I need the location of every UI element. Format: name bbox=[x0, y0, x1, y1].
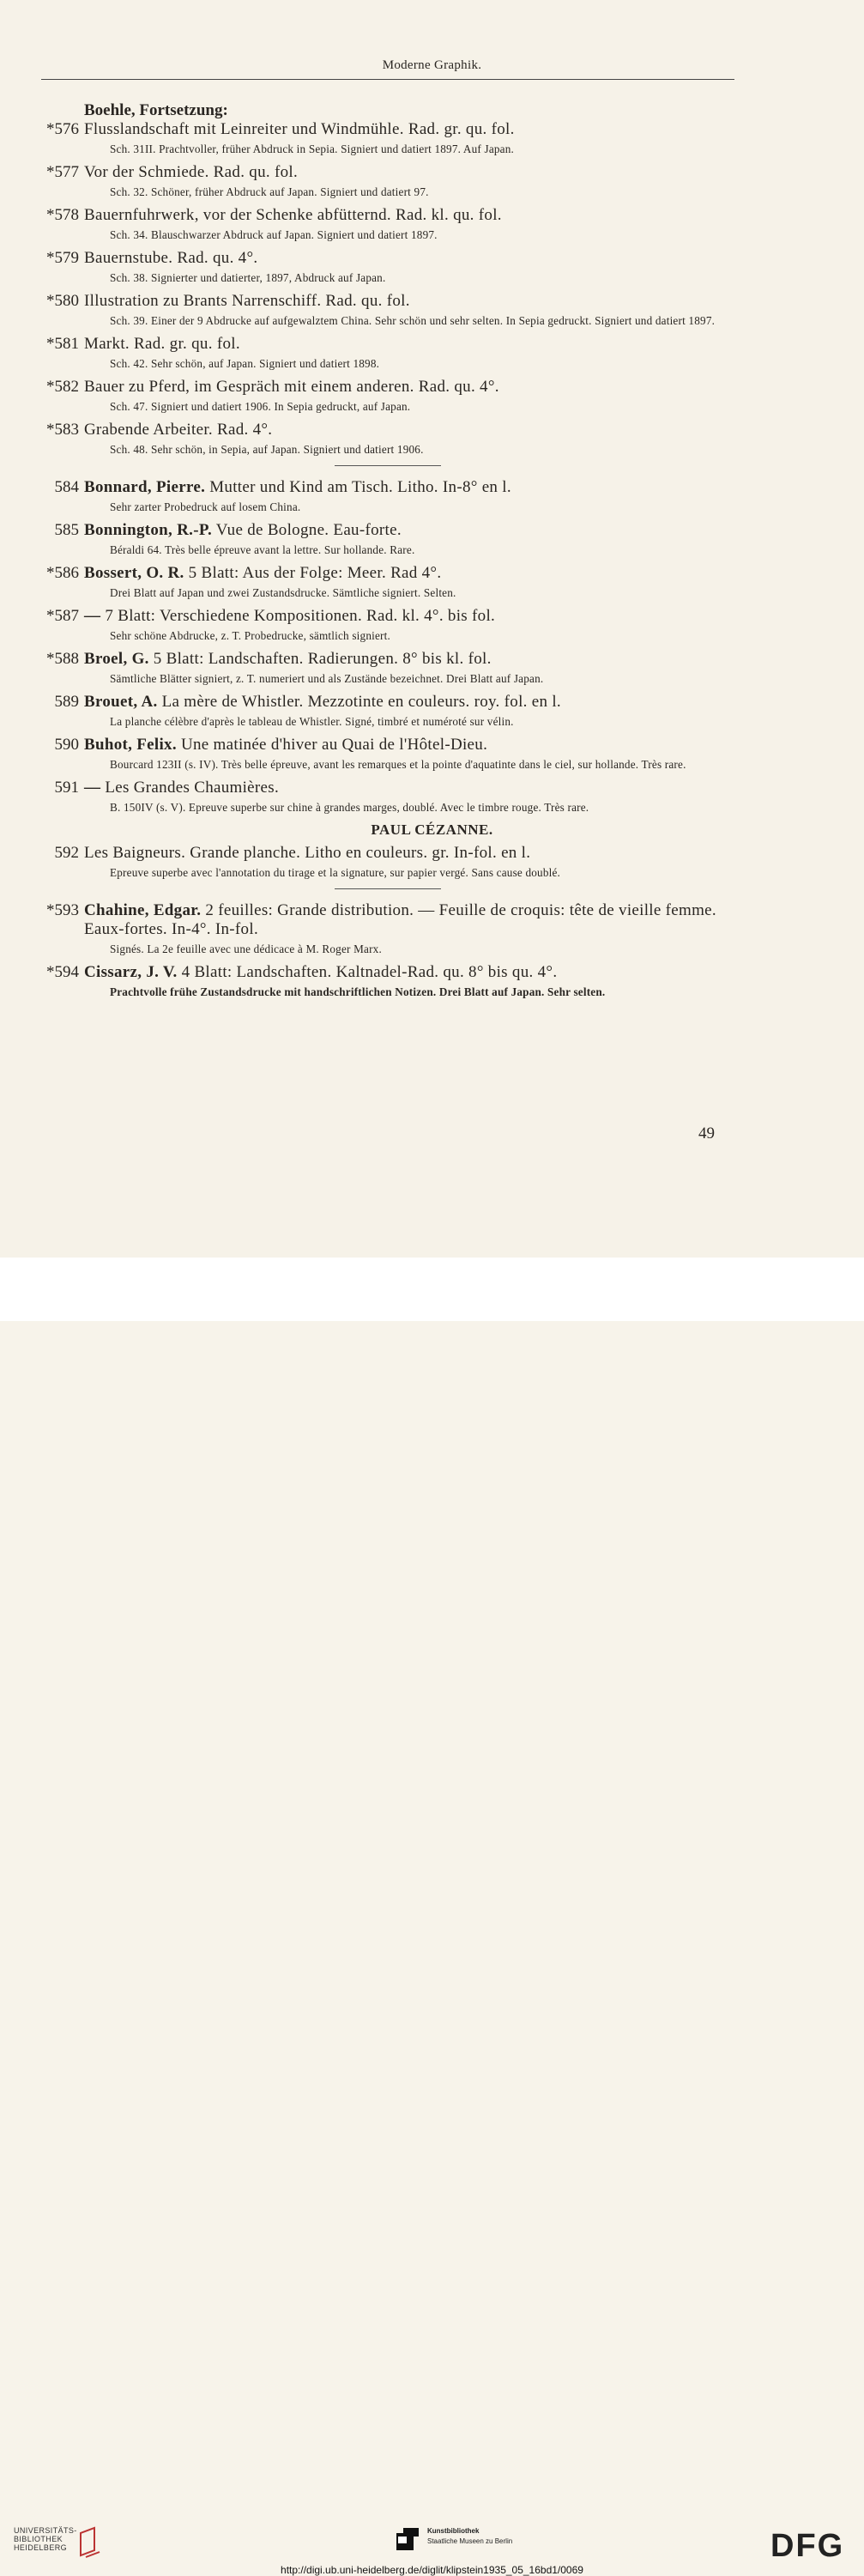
catalog-entry bbox=[0, 736, 864, 772]
entry-number: 585 bbox=[54, 521, 79, 539]
entry-title: Grabende Arbeiter. Rad. 4°. bbox=[84, 421, 273, 439]
entry-number: *578 bbox=[46, 206, 79, 224]
entry-description: Sehr schöne Abdrucke, z. T. Probedrucke, sämtlich signiert. bbox=[110, 629, 390, 642]
entry-description: Epreuve superbe avec l'annotation du tirage et la signature, sur papier vergé. Sans cause doublé. bbox=[110, 866, 561, 879]
catalog-entry bbox=[0, 378, 864, 414]
artist-name: Buhot, Felix. bbox=[84, 736, 177, 754]
entry-title: La mère de Whistler. Mezzotinte en couleurs. roy. fol. en l. bbox=[161, 693, 561, 711]
entries-group-boehle bbox=[0, 120, 864, 457]
dfg-logo: DFG bbox=[770, 2528, 845, 2564]
entry-title: 7 Blatt: Verschiedene Kompositionen. Rad. kl. 4°. bis fol. bbox=[105, 607, 496, 625]
catalog-entry bbox=[0, 693, 864, 729]
entry-title: 5 Blatt: Landschaften. Radierungen. 8° bis kl. fol. bbox=[153, 650, 492, 668]
catalog-entry bbox=[0, 901, 864, 956]
entry-number: *583 bbox=[46, 421, 79, 439]
entry-description: Drei Blatt auf Japan und zwei Zustandsdrucke. Sämtliche signiert. Selten. bbox=[110, 586, 456, 599]
entry-title-line bbox=[84, 650, 741, 669]
entry-title: Les Baigneurs. Grande planche. Litho en couleurs. gr. In-fol. en l. bbox=[84, 844, 531, 862]
entries-group-c bbox=[0, 901, 864, 999]
entry-title-line bbox=[84, 120, 741, 139]
entry-description: Sch. 39. Einer der 9 Abdrucke auf aufgewalztem China. Sehr schön und sehr selten. In Sepia gedruckt. Signiert und datiert 1897. bbox=[110, 314, 716, 327]
entry-number: *576 bbox=[46, 120, 79, 138]
catalog-entry bbox=[0, 163, 864, 199]
kb-subtitle: Staatliche Museen zu Berlin bbox=[427, 2537, 513, 2545]
kb-title: Kunstbibliothek bbox=[427, 2527, 480, 2535]
entry-title-line bbox=[84, 521, 741, 540]
entry-description: Bourcard 123II (s. IV). Très belle épreuve, avant les remarques et la pointe d'aquatinte dans le ciel, sur hollande. Très rare. bbox=[110, 758, 686, 771]
entry-number: 590 bbox=[54, 736, 79, 754]
kunstbibliothek-logo-icon bbox=[396, 2528, 419, 2550]
entry-number: *587 bbox=[46, 607, 79, 625]
entry-title: Bauernstube. Rad. qu. 4°. bbox=[84, 249, 258, 267]
entry-title-line bbox=[84, 421, 741, 439]
entry-title-line bbox=[84, 478, 741, 497]
entry-title: Flusslandschaft mit Leinreiter und Windmühle. Rad. gr. qu. fol. bbox=[84, 120, 515, 138]
footer-bar bbox=[0, 1258, 864, 2576]
artist-name: Broel, G. bbox=[84, 650, 149, 668]
entry-title: Les Grandes Chaumières. bbox=[105, 779, 280, 797]
entry-title-line bbox=[84, 249, 741, 268]
entry-number: 592 bbox=[54, 844, 79, 862]
artist-name: Bossert, O. R. bbox=[84, 564, 184, 582]
catalog-entry bbox=[0, 120, 864, 156]
entry-number: *586 bbox=[46, 564, 79, 582]
catalog-entry bbox=[0, 421, 864, 457]
catalog-entry bbox=[0, 650, 864, 686]
entry-number: 591 bbox=[54, 779, 79, 797]
artist-heading: Boehle, Fortsetzung: bbox=[84, 101, 228, 119]
page-number: 49 bbox=[698, 1124, 715, 1143]
entry-description: Sch. 47. Signiert und datiert 1906. In Sepia gedruckt, auf Japan. bbox=[110, 400, 411, 413]
entries-container bbox=[0, 101, 864, 1006]
entry-title-line bbox=[84, 779, 741, 797]
entry-title-line bbox=[84, 564, 741, 583]
entry-title-line bbox=[84, 963, 741, 982]
entry-title: Bauernfuhrwerk, vor der Schenke abfütternd. Rad. kl. qu. fol. bbox=[84, 206, 502, 224]
entry-number: *577 bbox=[46, 163, 79, 181]
entry-title: Illustration zu Brants Narrenschiff. Rad. qu. fol. bbox=[84, 292, 410, 310]
entry-title-line bbox=[84, 378, 741, 397]
entry-title-line bbox=[84, 163, 741, 182]
separator-rule bbox=[335, 465, 441, 466]
library-name: UNIVERSITÄTS- BIBLIOTHEK HEIDELBERG bbox=[14, 2526, 77, 2552]
entry-number: *579 bbox=[46, 249, 79, 267]
entry-description: Sämtliche Blätter signiert, z. T. numeriert und als Zustände bezeichnet. Drei Blatt auf Japan. bbox=[110, 672, 544, 685]
entry-title-line bbox=[84, 292, 741, 311]
entry-title-line bbox=[84, 693, 741, 712]
entry-description: Sehr zarter Probedruck auf losem China. bbox=[110, 500, 301, 513]
entry-description: B. 150IV (s. V). Epreuve superbe sur chine à grandes marges, doublé. Avec le timbre rouge. Très rare. bbox=[110, 801, 589, 814]
entry-title-line bbox=[84, 206, 741, 225]
library-logo-icon bbox=[77, 2526, 101, 2559]
entry-title: Vor der Schmiede. Rad. qu. fol. bbox=[84, 163, 299, 181]
entry-description: Sch. 42. Sehr schön, auf Japan. Signiert und datiert 1898. bbox=[110, 357, 380, 370]
catalog-entry bbox=[0, 521, 864, 557]
entry-title-line bbox=[84, 901, 741, 939]
catalog-entry bbox=[0, 249, 864, 285]
permalink-url[interactable]: http://digi.ub.uni-heidelberg.de/diglit/klipstein1935_05_16bd1/0069 bbox=[281, 2564, 583, 2576]
catalog-entry bbox=[0, 292, 864, 328]
entry-description: Prachtvolle frühe Zustandsdrucke mit handschriftlichen Notizen. Drei Blatt auf Japan. Sehr selten. bbox=[110, 985, 606, 998]
artist-name: Bonnington, R.-P. bbox=[84, 521, 213, 539]
entry-number: *580 bbox=[46, 292, 79, 310]
header-rule bbox=[41, 79, 734, 80]
artist-name: Cissarz, J. V. bbox=[84, 963, 178, 981]
entry-title: 4 Blatt: Landschaften. Kaltnadel-Rad. qu. 8° bis qu. 4°. bbox=[181, 963, 558, 981]
entry-number: *581 bbox=[46, 335, 79, 353]
entry-description: Sch. 34. Blauschwarzer Abdruck auf Japan. Signiert und datiert 1897. bbox=[110, 228, 438, 241]
entry-description: Sch. 38. Signierter und datierter, 1897, Abdruck auf Japan. bbox=[110, 271, 386, 284]
catalog-entry bbox=[0, 206, 864, 242]
entry-number: *582 bbox=[46, 378, 79, 396]
entry-number: 584 bbox=[54, 478, 79, 496]
section-heading: PAUL CÉZANNE. bbox=[371, 821, 493, 838]
entries-group-b bbox=[0, 478, 864, 815]
entry-description: Béraldi 64. Très belle épreuve avant la lettre. Sur hollande. Rare. bbox=[110, 543, 415, 556]
running-header: Moderne Graphik. bbox=[382, 58, 482, 72]
separator-rule bbox=[335, 888, 441, 889]
entry-title: Une matinée d'hiver au Quai de l'Hôtel-Dieu. bbox=[180, 736, 488, 754]
entry-description: Sch. 31II. Prachtvoller, früher Abdruck in Sepia. Signiert und datiert 1897. Auf Japan. bbox=[110, 142, 515, 155]
catalog-entry bbox=[0, 335, 864, 371]
entry-title: Vue de Bologne. Eau-forte. bbox=[215, 521, 402, 539]
entry-title: Markt. Rad. gr. qu. fol. bbox=[84, 335, 240, 353]
entry-title: 2 feuilles: Grande distribution. — Feuille de croquis: tête de vieille femme. Eaux-fortes. In-4°. In-fol. bbox=[84, 901, 716, 938]
artist-name: Chahine, Edgar. bbox=[84, 901, 202, 919]
entry-description: Signés. La 2e feuille avec une dédicace à M. Roger Marx. bbox=[110, 943, 382, 955]
entry-title: Bauer zu Pferd, im Gespräch mit einem anderen. Rad. qu. 4°. bbox=[84, 378, 499, 396]
artist-name: Brouet, A. bbox=[84, 693, 158, 711]
artist-name: — bbox=[84, 607, 101, 625]
catalog-page bbox=[0, 0, 864, 1258]
catalog-entry bbox=[0, 844, 864, 880]
entry-title-line bbox=[84, 607, 741, 626]
entry-number: *593 bbox=[46, 901, 79, 919]
entry-description: Sch. 48. Sehr schön, in Sepia, auf Japan. Signiert und datiert 1906. bbox=[110, 443, 424, 456]
catalog-entry bbox=[0, 779, 864, 815]
entry-description: Sch. 32. Schöner, früher Abdruck auf Japan. Signiert und datiert 97. bbox=[110, 185, 429, 198]
entry-title-line bbox=[84, 335, 741, 354]
entry-title-line bbox=[84, 736, 741, 755]
entry-title: 5 Blatt: Aus der Folge: Meer. Rad 4°. bbox=[188, 564, 442, 582]
catalog-entry bbox=[0, 607, 864, 643]
artist-name: Bonnard, Pierre. bbox=[84, 478, 206, 496]
entry-description: La planche célèbre d'après le tableau de Whistler. Signé, timbré et numéroté sur vélin. bbox=[110, 715, 514, 728]
entry-number: *594 bbox=[46, 963, 79, 981]
catalog-entry bbox=[0, 963, 864, 999]
entry-number: 589 bbox=[54, 693, 79, 711]
entry-number: *588 bbox=[46, 650, 79, 668]
catalog-entry bbox=[0, 478, 864, 514]
artist-name: — bbox=[84, 779, 101, 797]
catalog-entry bbox=[0, 564, 864, 600]
entry-title: Mutter und Kind am Tisch. Litho. In-8° en l. bbox=[209, 478, 511, 496]
